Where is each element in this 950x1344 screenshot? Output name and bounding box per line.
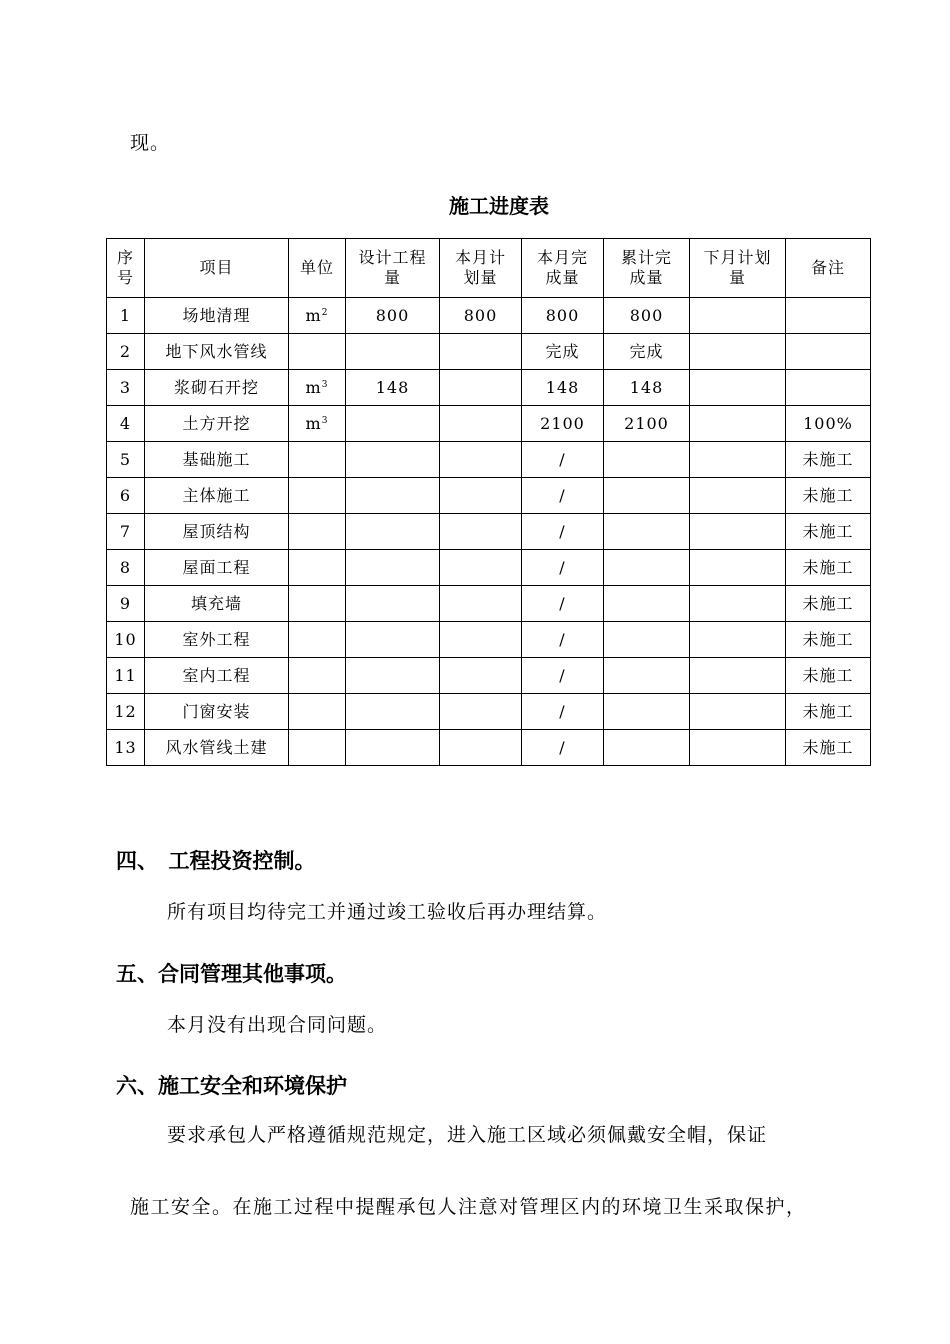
cell-seq: 7	[107, 514, 145, 550]
cell-next-plan	[690, 586, 786, 622]
table-row	[107, 586, 871, 622]
cell-remark: 未施工	[786, 550, 871, 586]
cell-item: 室外工程	[145, 622, 289, 658]
section-5-heading: 五、合同管理其他事项。	[116, 962, 347, 986]
cell-month-plan	[440, 478, 522, 514]
cell-cumulative	[604, 586, 690, 622]
cell-month-plan	[440, 622, 522, 658]
cell-next-plan	[690, 550, 786, 586]
header-item: 项目	[145, 239, 289, 298]
cell-item: 门窗安装	[145, 694, 289, 730]
cell-month-plan	[440, 442, 522, 478]
cell-unit	[289, 370, 346, 406]
cell-cumulative	[604, 478, 690, 514]
section-6-line-2: 施工安全。在施工过程中提醒承包人注意对管理区内的环境卫生采取保护，	[130, 1196, 807, 1218]
cell-seq: 3	[107, 370, 145, 406]
cell-design-qty: 800	[346, 298, 440, 334]
cell-month-done: /	[522, 514, 604, 550]
cell-next-plan	[690, 442, 786, 478]
cell-month-plan	[440, 694, 522, 730]
cell-month-plan	[440, 658, 522, 694]
section-4-body: 所有项目均待完工并通过竣工验收后再办理结算。	[167, 901, 608, 923]
cell-remark: 未施工	[786, 442, 871, 478]
cell-unit	[289, 550, 346, 586]
table-row	[107, 550, 871, 586]
section-6-heading: 六、施工安全和环境保护	[116, 1074, 347, 1098]
cell-unit	[289, 586, 346, 622]
unit-exponent: 3	[321, 379, 329, 390]
cell-month-done: /	[522, 442, 604, 478]
table-row	[107, 370, 871, 406]
cell-month-plan	[440, 586, 522, 622]
cell-next-plan	[690, 622, 786, 658]
cell-cumulative: 800	[604, 298, 690, 334]
cell-seq: 11	[107, 658, 145, 694]
table-row	[107, 730, 871, 766]
cell-next-plan	[690, 694, 786, 730]
cell-item: 主体施工	[145, 478, 289, 514]
header-month-done: 本月完 成量	[522, 239, 604, 298]
cell-cumulative	[604, 730, 690, 766]
cell-seq: 12	[107, 694, 145, 730]
header-remark: 备注	[786, 239, 871, 298]
cell-design-qty	[346, 694, 440, 730]
table-row	[107, 622, 871, 658]
cell-remark: 未施工	[786, 478, 871, 514]
cell-design-qty	[346, 622, 440, 658]
cell-next-plan	[690, 730, 786, 766]
cell-month-done: 完成	[522, 334, 604, 370]
cell-item: 场地清理	[145, 298, 289, 334]
cell-remark: 未施工	[786, 586, 871, 622]
cell-item: 基础施工	[145, 442, 289, 478]
header-unit: 单位	[289, 239, 346, 298]
cell-month-done: 800	[522, 298, 604, 334]
header-next-plan: 下月计划 量	[690, 239, 786, 298]
table-row	[107, 514, 871, 550]
cell-next-plan	[690, 298, 786, 334]
cell-remark	[786, 298, 871, 334]
cell-cumulative	[604, 442, 690, 478]
cell-cumulative	[604, 658, 690, 694]
cell-month-plan	[440, 406, 522, 442]
cell-unit	[289, 406, 346, 442]
cell-next-plan	[690, 370, 786, 406]
cell-seq: 6	[107, 478, 145, 514]
cell-cumulative	[604, 622, 690, 658]
unit-exponent: 3	[321, 415, 329, 426]
section-6-line-1: 要求承包人严格遵循规范规定，进入施工区域必须佩戴安全帽，保证	[167, 1124, 768, 1146]
table-row	[107, 478, 871, 514]
unit-symbol: m	[305, 305, 322, 325]
cell-seq: 8	[107, 550, 145, 586]
cell-item: 屋顶结构	[145, 514, 289, 550]
cell-remark: 未施工	[786, 514, 871, 550]
cell-item: 土方开挖	[145, 406, 289, 442]
cell-item: 浆砌石开挖	[145, 370, 289, 406]
cell-month-plan	[440, 514, 522, 550]
table-row	[107, 334, 871, 370]
table-row	[107, 442, 871, 478]
cell-unit	[289, 442, 346, 478]
table-row	[107, 658, 871, 694]
cell-seq: 2	[107, 334, 145, 370]
cell-next-plan	[690, 334, 786, 370]
cell-month-done: /	[522, 694, 604, 730]
header-month-plan: 本月计 划量	[440, 239, 522, 298]
cell-month-plan	[440, 370, 522, 406]
cell-seq: 10	[107, 622, 145, 658]
cell-seq: 1	[107, 298, 145, 334]
cell-seq: 13	[107, 730, 145, 766]
table-row	[107, 298, 871, 334]
cell-cumulative: 完成	[604, 334, 690, 370]
cell-remark: 未施工	[786, 694, 871, 730]
cell-design-qty	[346, 406, 440, 442]
header-design-qty: 设计工程 量	[346, 239, 440, 298]
cell-seq: 5	[107, 442, 145, 478]
top-fragment-text: 现。	[130, 132, 171, 154]
cell-design-qty	[346, 442, 440, 478]
cell-remark	[786, 370, 871, 406]
cell-unit	[289, 694, 346, 730]
cell-design-qty	[346, 550, 440, 586]
cell-month-plan	[440, 730, 522, 766]
cell-item: 风水管线土建	[145, 730, 289, 766]
cell-design-qty	[346, 586, 440, 622]
cell-next-plan	[690, 658, 786, 694]
cell-seq: 4	[107, 406, 145, 442]
cell-design-qty: 148	[346, 370, 440, 406]
table-row	[107, 406, 871, 442]
table-header-row	[107, 239, 871, 298]
cell-month-done: /	[522, 478, 604, 514]
cell-month-done: 2100	[522, 406, 604, 442]
cell-remark: 未施工	[786, 658, 871, 694]
cell-month-done: /	[522, 622, 604, 658]
cell-item: 填充墙	[145, 586, 289, 622]
cell-remark	[786, 334, 871, 370]
unit-exponent: 2	[321, 307, 329, 318]
cell-unit	[289, 730, 346, 766]
cell-month-done: /	[522, 586, 604, 622]
unit-symbol: m	[305, 413, 322, 433]
cell-design-qty	[346, 514, 440, 550]
cell-remark: 100%	[786, 406, 871, 442]
cell-unit	[289, 622, 346, 658]
cell-cumulative	[604, 514, 690, 550]
cell-design-qty	[346, 334, 440, 370]
cell-unit	[289, 514, 346, 550]
cell-month-done: /	[522, 730, 604, 766]
cell-month-plan: 800	[440, 298, 522, 334]
table-title: 施工进度表	[449, 194, 549, 218]
table-row	[107, 694, 871, 730]
cell-remark: 未施工	[786, 730, 871, 766]
cell-month-plan	[440, 334, 522, 370]
cell-month-plan	[440, 550, 522, 586]
cell-seq: 9	[107, 586, 145, 622]
cell-month-done: 148	[522, 370, 604, 406]
cell-cumulative: 2100	[604, 406, 690, 442]
cell-month-done: /	[522, 658, 604, 694]
cell-item: 地下风水管线	[145, 334, 289, 370]
cell-design-qty	[346, 658, 440, 694]
header-cumulative: 累计完 成量	[604, 239, 690, 298]
cell-item: 屋面工程	[145, 550, 289, 586]
cell-next-plan	[690, 514, 786, 550]
cell-cumulative	[604, 694, 690, 730]
cell-cumulative	[604, 550, 690, 586]
cell-design-qty	[346, 730, 440, 766]
cell-unit	[289, 298, 346, 334]
cell-remark: 未施工	[786, 622, 871, 658]
unit-symbol: m	[305, 377, 322, 397]
cell-next-plan	[690, 478, 786, 514]
cell-unit	[289, 334, 346, 370]
cell-unit	[289, 478, 346, 514]
header-seq: 序 号	[107, 239, 145, 298]
cell-month-done: /	[522, 550, 604, 586]
progress-table	[106, 238, 871, 766]
section-5-body: 本月没有出现合同问题。	[167, 1014, 388, 1036]
cell-item: 室内工程	[145, 658, 289, 694]
cell-cumulative: 148	[604, 370, 690, 406]
cell-unit	[289, 658, 346, 694]
section-4-heading: 四、 工程投资控制。	[116, 849, 316, 873]
cell-design-qty	[346, 478, 440, 514]
cell-next-plan	[690, 406, 786, 442]
